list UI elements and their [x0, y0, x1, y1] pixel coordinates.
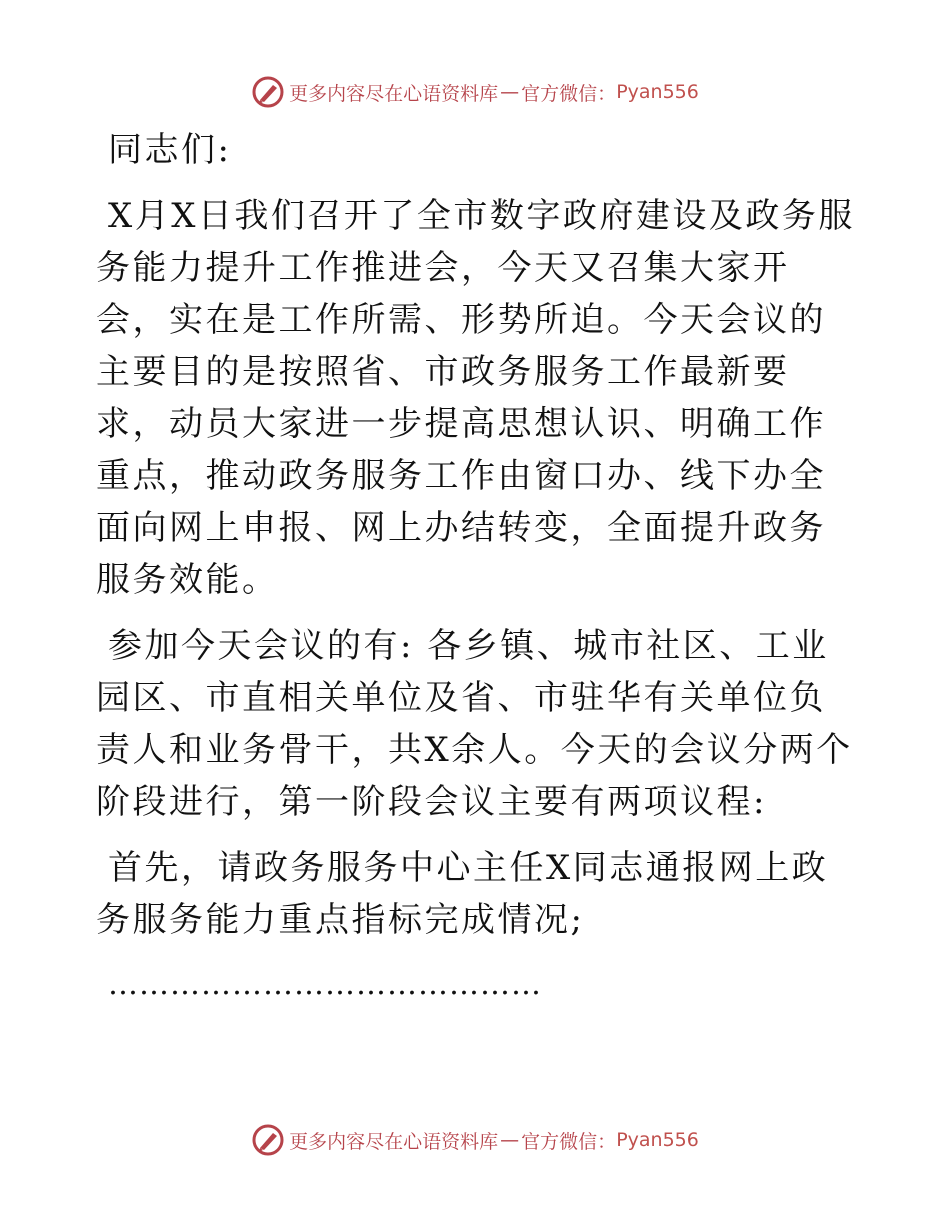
ellipsis-line: …………………………………… [108, 967, 542, 1002]
watermark-text: 更多内容尽在心语资料库 [289, 1130, 499, 1153]
pen-seal-icon [251, 1123, 285, 1157]
watermark-account-label: 官方微信： [521, 82, 617, 105]
watermark-account-id: Pyan556 [616, 81, 699, 103]
paragraph-2: 参加今天会议的有: 各乡镇、城市社区、工业园区、市直相关单位及省、市驻华有关单位负责人和业务骨干，共X余人。今天的会议分两个阶段进行，第一阶段会议主要有两项议程: [96, 626, 853, 822]
paragraph-1: X月X日我们召开了全市数字政府建设及政务服务能力提升工作推进会，今天又召集大家开会，实在是工作所需、形势所迫。今天会议的主要目的是按照省、市政务服务工作最新要求，动员大家进一步提高思想认识、明确工作重点，推动政务服务工作由窗口办、线下办全面向网上申报、网上办结转变，全面提升政务服务效能。 [96, 196, 855, 600]
document-body [96, 124, 856, 1010]
watermark-dash: — [500, 1129, 520, 1151]
watermark-text: 更多内容尽在心语资料库 [289, 82, 499, 105]
header-watermark [0, 72, 950, 112]
greeting: 同志们: [108, 130, 232, 170]
pen-seal-icon [251, 75, 285, 109]
paragraph-3: 首先，请政务服务中心主任X同志通报网上政务服务能力重点指标完成情况; [96, 848, 829, 940]
watermark-account-label: 官方微信： [521, 1130, 617, 1153]
watermark-account-id: Pyan556 [616, 1129, 699, 1151]
watermark-dash: — [500, 81, 520, 103]
footer-watermark [0, 1120, 950, 1160]
